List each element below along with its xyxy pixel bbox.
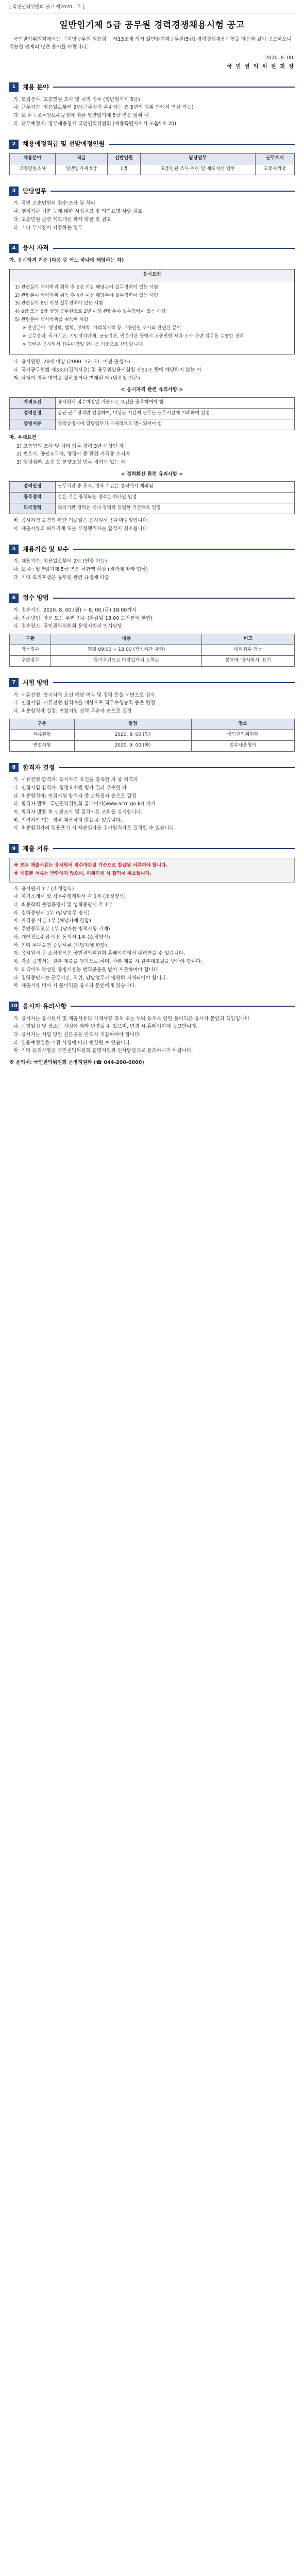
section-list <box>9 886 295 990</box>
highlight-text: ※ 모든 제출서류는 응시원서 접수마감일 기준으로 발급된 서류여야 합니다. <box>14 862 168 868</box>
section-2 <box>9 139 295 175</box>
list-item: 차. 각종 증명서는 원본 제출을 원칙으로 하며, 사본 제출 시 원본대조필을 받아야 합니다. <box>13 959 202 965</box>
table-header: 구분 <box>10 719 75 730</box>
list-item: 나. 면접시험: 서류전형 합격자를 대상으로 직무수행능력 등을 평정 <box>13 700 156 706</box>
table-header: 비고 <box>202 634 295 645</box>
section-divider <box>50 191 295 192</box>
table-cell: 1명 <box>108 164 141 175</box>
list-item: 다. 최종합격자 결정: 면접시험 성적 우수자 순으로 결정 <box>13 708 132 714</box>
requirement-note: ※ 경력은 응시원서 접수마감일 현재를 기준으로 산정합니다. <box>22 342 144 348</box>
section-number: 10 <box>9 1002 19 1011</box>
section-list <box>9 517 295 533</box>
table-cell: 고충민원 조사·처리 및 제도개선 업무 <box>140 164 255 175</box>
table-cell: 국민권익위원회 <box>191 730 294 740</box>
requirement-item: 2) 관련분야 학사학위 취득 후 4년 이상 해당분야 실무경력이 있는 사람 <box>15 293 159 298</box>
table-cell: 경력증명서에 담당업무가 구체적으로 명시되어야 함 <box>56 419 295 430</box>
section-header <box>9 678 295 688</box>
table-header: 외국경력 <box>10 503 56 514</box>
list-item: 라. 경력증명서 1부 (담당업무 명시) <box>13 910 90 916</box>
section-header <box>9 545 295 554</box>
section-title: 합격자 결정 <box>23 764 55 771</box>
table-cell: 같은 기간 중복되는 경력은 하나만 인정 <box>56 493 295 503</box>
table-cell: 상근 근무경력만 인정하며, 비상근·시간제 근무는 근무시간에 비례하여 산정 <box>56 408 295 419</box>
list-item: 3) 행정심판, 소송 등 분쟁조정 업무 경력이 있는 자 <box>16 459 126 465</box>
table-row <box>10 645 295 656</box>
section-header <box>9 82 295 92</box>
highlight-box <box>9 858 295 883</box>
table-header: 담당업무 <box>140 154 255 164</box>
list-item: 가. 국민 고충민원의 접수·조사 및 처리 <box>13 200 95 207</box>
section-number: 1 <box>9 82 19 92</box>
document-number: [ 국민권익위원회 공고 제2020 - 호 ] <box>9 4 295 13</box>
table-header: 일정 <box>74 719 191 730</box>
list-item: 나. 근무기간: 임용일로부터 2년(근무실적 우수자는 총 5년의 범위 안에서 연장 가능) <box>13 105 194 111</box>
list-item: 나. 자기소개서 및 직무수행계획서 각 1부 (소정양식) <box>13 894 126 900</box>
table-cell: 우편접수 <box>10 656 51 667</box>
section-divider <box>53 87 295 88</box>
list-item: 바. 적격자가 없는 경우 채용하지 않을 수 있습니다. <box>13 817 122 823</box>
table-cell: 정부세종청사 <box>191 740 294 751</box>
section-divider <box>59 767 295 768</box>
table-row <box>10 503 295 514</box>
list-item: 나. 보 수: 일반임기제 5급 연봉 하한액 이상 (경력에 따라 협상) <box>13 566 148 572</box>
list-item: 다. 국가공무원법 제33조(결격사유) 및 공무원임용시험령 제51조 등에 해당하지 않는 자 <box>13 367 201 373</box>
section-title: 제출 서류 <box>23 845 49 853</box>
table-cell: 2020. 8. 00.(월) <box>74 730 191 740</box>
section-list <box>9 443 295 467</box>
intro-text: 국민권익위원회에서는 「지방공무원 임용령」 제13조에 의거 일반임기제공무원(5급) 경력경쟁채용시험을 다음과 같이 공고하오니 유능한 인재의 많은 응시를 바랍니다. <box>9 37 292 50</box>
application-table <box>9 634 295 667</box>
highlight-text: ※ 제출된 서류는 반환하지 않으며, 허위기재 시 합격이 취소됩니다. <box>14 871 151 876</box>
section-header <box>9 1002 295 1011</box>
list-item: 라. 기타 부서장이 지정하는 업무 <box>13 225 83 231</box>
document-page <box>0 0 304 1078</box>
requirements-box <box>9 269 295 354</box>
table-header-row <box>10 719 295 730</box>
schedule-table <box>9 719 295 752</box>
section-title: 담당업무 <box>23 187 47 195</box>
list-item: 가. 서류전형 합격자: 응시자격 요건을 충족한 자 중 적격자 <box>13 777 138 783</box>
section-list <box>9 96 295 128</box>
requirement-item: 5) 관련분야 박사학위를 취득한 사람 <box>15 317 89 323</box>
section-title: 채용기간 및 보수 <box>23 545 69 553</box>
table-row <box>10 419 295 430</box>
list-item: 다. 보 수 : 공무원보수규정에 따른 일반임기제 5급 연봉 범위 내 <box>13 112 149 118</box>
table-header: 중복경력 <box>10 493 56 503</box>
section-title: 채용예정직급 및 선발예정인원 <box>23 140 105 148</box>
list-item: 라. 임용예정일은 기관 사정에 따라 변경될 수 있습니다. <box>13 1040 132 1046</box>
table-header: 직급 <box>55 154 107 164</box>
requirement-note: ※ 실무경력: 국가기관, 지방자치단체, 공공기관, 민간기관 등에서 고충민원 처리·조사 관련 업무를 수행한 경력 <box>22 334 244 340</box>
section-3 <box>9 187 295 232</box>
requirement-item: 1) 관련분야 석사학위 취득 후 2년 이상 해당분야 실무경력이 있는 사람 <box>15 284 159 290</box>
table-cell: 2020. 9. 00.(화) <box>74 740 191 751</box>
section-divider <box>53 682 295 683</box>
table-cell: 평일 09:00 ~ 18:00 (점심시간 제외) <box>51 645 202 656</box>
table-row <box>10 740 295 751</box>
list-item: 나. 시험일정 및 장소는 사정에 따라 변경될 수 있으며, 변경 시 홈페이지에 공고합니다. <box>13 1024 198 1030</box>
table-cell: 면접시험 <box>10 740 75 751</box>
section-list <box>9 692 295 716</box>
table-header: 채용분야 <box>10 154 56 164</box>
section-divider <box>53 598 295 599</box>
list-item: 가. 서류전형: 응시자격 요건 해당 여부 및 경력 등을 서면으로 심사 <box>13 692 156 698</box>
list-item: 나. 면접시험 합격자: 평정요소별 평가 결과 우수한 자 <box>13 785 127 791</box>
table-row <box>10 408 295 419</box>
list-item: 1) 고충민원 조사 및 처리 업무 경력 3년 이상인 자 <box>16 443 124 449</box>
section-header <box>9 844 295 854</box>
subsection-title: 마. 우대요건 <box>9 434 37 440</box>
table-cell: 응시원서 접수마감일 기준으로 요건을 충족하여야 함 <box>56 397 295 408</box>
list-item: 파. 제출서류 미비 시 불이익은 응시자 본인에게 있습니다. <box>13 983 137 989</box>
list-item: 자. 응시원서 등 소정양식은 국민권익위원회 홈페이지에서 내려받을 수 있습니다. <box>13 951 185 957</box>
section-title: 채용 분야 <box>23 83 49 91</box>
table-header: 자격요건 <box>10 397 56 408</box>
list-item: 바. 응시자격 요건의 판단 기준일은 응시원서 접수마감일입니다. <box>13 518 149 524</box>
list-item: 다. 최종학력 졸업증명서 및 성적증명서 각 1부 <box>13 902 113 908</box>
list-item: 마. 자격증 사본 1부 (해당자에 한함) <box>13 918 91 924</box>
section-divider <box>53 848 295 849</box>
list-item: 라. 남자의 경우 병역을 필하였거나 면제된 자 (임용일 기준) <box>13 375 140 381</box>
section-9 <box>9 844 295 990</box>
section-divider <box>53 248 295 249</box>
section-number: 7 <box>9 678 19 687</box>
list-item: 사. 최종합격자의 임용포기 시 차순위자를 추가합격자로 결정할 수 있습니다. <box>13 825 176 832</box>
section-6 <box>9 593 295 667</box>
section-header <box>9 763 295 773</box>
page-title: 일반임기제 5급 공무원 경력경쟁채용시험 공고 <box>59 20 245 30</box>
section-number: 3 <box>9 187 19 196</box>
section-list <box>9 359 295 382</box>
section-5 <box>9 545 295 582</box>
section-divider <box>73 549 295 550</box>
table-row <box>10 164 295 175</box>
list-item: 라. 합격자 발표: 국민권익위원회 홈페이지(www.acrc.go.kr) 게시 <box>13 801 156 807</box>
list-item: 가. 접수기간: 2020. 8. 00.(월) ~ 8. 00.(금) 18:00까지 <box>13 607 137 613</box>
table-cell: 대리접수 가능 <box>202 645 295 656</box>
section-header <box>9 243 295 253</box>
table-cell: 서류전형 <box>10 730 75 740</box>
notice-table <box>9 481 295 514</box>
section-divider <box>71 1006 295 1007</box>
section-header <box>9 593 295 603</box>
section-title: 응시자 유의사항 <box>23 1002 67 1010</box>
section-divider <box>109 144 295 145</box>
section-list <box>9 558 295 582</box>
table-header: 내용 <box>51 634 202 645</box>
table-header: 경력산정 <box>10 408 56 419</box>
list-item: 가. 모집분야: 고충민원 조사 및 처리 업무 (일반임기제 5급) <box>13 96 140 103</box>
section-number: 4 <box>9 244 19 253</box>
list-item: 마. 기타 문의사항은 국민권익위원회 운영지원과 인사담당으로 문의하시기 바랍니다. <box>13 1048 193 1054</box>
section-1 <box>9 82 295 128</box>
section-number: 8 <box>9 763 19 772</box>
section-number: 9 <box>9 844 19 853</box>
notice-table <box>9 397 295 430</box>
box-title: 응시요건 <box>10 269 294 281</box>
list-item: 타. 경력증명서는 근무기간, 직위, 담당업무가 명확히 기재되어야 합니다. <box>13 975 168 981</box>
list-item: 가. 응시원서 1부 (소정양식) <box>13 886 74 892</box>
list-item: 나. 응시연령: 20세 이상 (2000. 12. 31. 이전 출생자) <box>13 359 130 365</box>
section-list <box>9 607 295 631</box>
list-item: 가. 응시자는 응시원서 및 제출서류의 기재사항 착오 또는 누락 등으로 인한 불이익은 응시자 본인의 책임입니다. <box>13 1015 251 1022</box>
list-item: 사. 제출서류의 허위기재 또는 부정행위자는 합격이 취소됩니다. <box>13 526 149 532</box>
section-number: 6 <box>9 594 19 603</box>
table-cell: 고충처리국 <box>255 164 294 175</box>
section-list <box>9 200 295 232</box>
table-cell: 고충민원조사 <box>10 164 56 175</box>
section-title: 접수 방법 <box>23 594 49 602</box>
list-item: 가. 채용기간: 임용일로부터 2년 (연장 가능) <box>13 558 107 565</box>
list-item: 다. 응시자는 시험 당일 신분증을 반드시 지참하여야 합니다. <box>13 1031 141 1038</box>
table-header: 증빙서류 <box>10 419 56 430</box>
table-header: 경력인정 <box>10 482 56 493</box>
section-number: 2 <box>9 140 19 149</box>
requirement-note: ※ 관련분야: 행정학, 법학, 경제학, 사회복지학 등 고충민원 조사와 관련된 분야 <box>22 326 181 331</box>
list-item: 나. 접수방법: 방문 또는 우편 접수 (마감일 18:00 도착분에 한함) <box>13 615 153 621</box>
table-row <box>10 482 295 493</box>
section-title: 응시 자격 <box>23 244 49 252</box>
list-item: 다. 접수장소: 국민권익위원회 운영지원과 인사담당 <box>13 623 123 630</box>
section-header <box>9 187 295 196</box>
table-cell: 방문접수 <box>10 645 51 656</box>
section-title: 시험 방법 <box>23 679 49 686</box>
list-item: 사. 개인정보수집·이용 동의서 1부 (소정양식) <box>13 934 110 940</box>
list-item: 다. 고충민원 관련 제도개선 과제 발굴 및 권고 <box>13 216 111 223</box>
recruitment-table <box>9 153 295 175</box>
section-7 <box>9 678 295 752</box>
table-header-row <box>10 634 295 645</box>
table-row <box>10 656 295 667</box>
contact-info: ※ 문의처: 국민권익위원회 운영지원과 (☎ 044-200-0000) <box>9 1060 144 1066</box>
table-row <box>10 730 295 740</box>
list-item: 카. 외국어로 작성된 증빙서류는 번역공증을 받아 제출하여야 합니다. <box>13 967 160 973</box>
table-cell: 일반임기제 5급 <box>55 164 107 175</box>
list-item: 라. 근무예정지: 정부세종청사 국민권익위원회 (세종특별자치시 도움5로 20) <box>13 121 177 127</box>
table-cell: 근무기간 중 휴직, 정직 기간은 경력에서 제외됨 <box>56 482 295 493</box>
table-header: 장소 <box>191 719 294 730</box>
table-cell: 봉투에 '응시원서' 표기 <box>202 656 295 667</box>
section-4 <box>9 243 295 533</box>
list-item: 2) 변호사, 공인노무사, 행정사 등 관련 자격증 소지자 <box>16 451 130 457</box>
notice-date: 2020. 8. 00. <box>265 55 295 61</box>
box-title: < 경력환산 관련 유의사항 > <box>121 471 183 477</box>
table-header: 근무부서 <box>255 154 294 164</box>
requirement-item: 3) 관련분야 6년 이상 실무경력이 있는 사람 <box>15 301 104 307</box>
list-item: 다. 최종합격자: 면접시험 합격자 중 고득점자 순으로 결정 <box>13 793 137 799</box>
section-number: 5 <box>9 545 19 554</box>
table-row <box>10 493 295 503</box>
table-cell: 등기우편으로 마감일까지 도착분 <box>51 656 202 667</box>
section-list <box>9 1015 295 1056</box>
box-title: < 응시자격 관련 유의사항 > <box>121 387 183 393</box>
table-header: 구분 <box>10 634 51 645</box>
section-header <box>9 139 295 149</box>
section-10 <box>9 1002 295 1067</box>
subsection-title: 가. 응시자격 기준 (다음 중 어느 하나에 해당하는 자) <box>9 257 124 263</box>
list-item: 마. 합격자 발표 후 신원조사 및 결격사유 조회를 실시합니다. <box>13 809 143 815</box>
table-cell: 외국기관 경력은 국내 경력과 동일한 기준으로 인정 <box>56 503 295 514</box>
list-item: 다. 기타 복리후생은 공무원 관련 규정에 따름 <box>13 574 110 581</box>
table-header-row <box>10 154 295 164</box>
table-row <box>10 397 295 408</box>
table-header: 선발인원 <box>108 154 141 164</box>
requirement-item: 4) 6급 또는 6급 상당 공무원으로 2년 이상 관련분야 실무경력이 있는 사람 <box>15 309 166 315</box>
section-8 <box>9 763 295 833</box>
list-item: 아. 기타 우대요건 증빙서류 (해당자에 한함) <box>13 942 107 948</box>
section-list <box>9 776 295 833</box>
issuing-organization: 국 민 권 익 위 원 회 장 <box>227 64 295 70</box>
list-item: 바. 주민등록초본 1부 (남자는 병적사항 기재) <box>13 926 110 933</box>
list-item: 나. 행정기관 처분 등에 대한 시정권고 및 의견표명 사항 검토 <box>13 209 143 215</box>
